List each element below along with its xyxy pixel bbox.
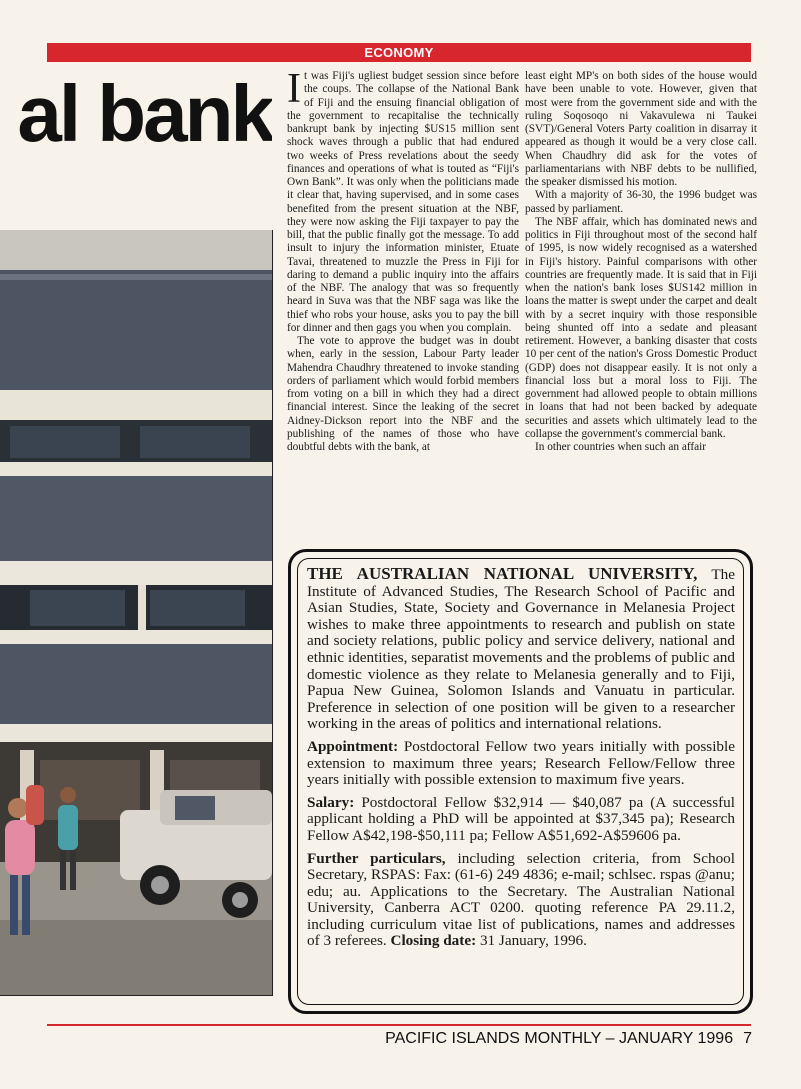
article-paragraph: The vote to approve the budget was in doubt when, early in the session, Labour Party leader Mahendra Chaudhry threatened to invoke standing orders of parliament which would forbid members from voting on a bill in which they had a direct financial interest. Since the leaking of the secret Aidney-Dickson report into the NBF and the publishing of the names of those who have doubtful debts with the bank, at bbox=[287, 335, 519, 453]
article-paragraph: The NBF affair, which has dominated news and politics in Fiji throughout most of the second half of 1995, is now widely recognised as a watershed in Fiji's history. Painful comparisons with other countries are frequently made. It is said that in Fiji when the nation's bank loses $US142 million in loans the matter is swept under the carpet and dealt with by a secret inquiry with those responsible being shunted off into a sedate and pleasant retirement. However, a banking disaster that costs 10 per cent of the nation's Gross Domestic Product (GDP) does not disappear easily. It is not only a financial loss but a moral loss to Fiji. The government had allowed people to obtain millions in loans that had not been backed by adequate securities and assets which ultimately lead to the collapse the government's commercial bank. bbox=[525, 215, 757, 440]
article-paragraph: It was Fiji's ugliest budget session since before the coups. The collapse of the National Bank of Fiji and the ensuing financial obligation of the government to recapitalise the technically bankrupt bank by injecting $US15 million sent shock waves through a public that had endured two weeks of Press revelations about the seedy finances and operations of what is touted as “Fiji's Own Bank”. It was only when the politicians made it clear that, having supervised, and in some cases benefited from the present situation at the NBF, they were now asking the Fiji taxpayer to pay the bill, that the public finally got the message. To add insult to injury the information minister, Etuate Tavai, threatened to muzzle the Press in Fiji for daring to demand a public inquiry into the affairs of the NBF. The analogy that was so frequently heard in Suva was that the NBF saga was like the thief who robs your house, asks you to pay the bill for dinner and then gags you when you complain. bbox=[287, 70, 519, 334]
page-number: 7 bbox=[743, 1030, 752, 1047]
article-column-2 bbox=[525, 70, 757, 550]
page-footer bbox=[340, 1030, 752, 1048]
university-name: THE AUSTRALIAN NATIONAL UNIVERSITY, bbox=[307, 564, 698, 583]
article-paragraph: least eight MP's on both sides of the house would have been unable to vote. However, given that most were from the government side and with the ruling Soqosoqo ni Vakavulewa ni Taukei (SVT)/General Voters Party coalition in disarray it appeared as though it would be a very close call. When Chaudhry did ask for the votes of parliamentarians with NBF debts to be nullified, the speaker dismissed his motion. bbox=[525, 70, 757, 188]
headline: al bank bbox=[17, 69, 272, 158]
job-advertisement bbox=[288, 549, 753, 1014]
ad-intro: THE AUSTRALIAN NATIONAL UNIVERSITY, The Institute of Advanced Studies, The Research School of Pacific and Asian Studies, State, Society and Governance in Melanesia Project wishes to make three appointments to research and publish on state and society relations, public policy and service delivery, national and ethnic identities, separatist movements and the problems of public and domestic violence as they relate to Melanesia generally and to Fiji, Papua New Guinea, Solomon Islands and Vanuatu in particular. Preference in selection of one position will be given to a researcher working in the areas of politics and international relations. bbox=[307, 564, 735, 733]
footer-rule bbox=[47, 1024, 751, 1026]
section-label: ECONOMY bbox=[364, 45, 434, 60]
closing-date-label: Closing date: bbox=[390, 932, 477, 950]
drop-cap: I bbox=[287, 70, 301, 112]
job-advertisement-body bbox=[297, 558, 744, 1005]
article-paragraph: In other countries when such an affair bbox=[535, 441, 707, 453]
ad-salary: Salary: Postdoctoral Fellow $32,914 — $40,087 pa (A successful applicant holding a PhD will be appointed at $37,345 pa); Research Fellow A$42,198-$50,111 pa; Fellow A$51,692-A$59606 pa. bbox=[307, 793, 735, 844]
closing-date: 31 January, 1996. bbox=[476, 932, 587, 950]
publication-name: PACIFIC ISLANDS MONTHLY – JANUARY 1996 bbox=[385, 1030, 734, 1047]
article-column-1 bbox=[287, 70, 519, 550]
ad-appointment: Appointment: Postdoctoral Fellow two years initially with possible extension to maximum three years; Research Fellow/Fellow three years initially with possible extension to maximum five years. bbox=[307, 737, 735, 789]
article-photo bbox=[0, 230, 273, 996]
article-paragraph: With a majority of 36-30, the 1996 budget was passed by parliament. bbox=[525, 189, 757, 215]
ad-further-particulars: Further particulars, including selection criteria, from School Secretary, RSPAS: Fax: (61-6) 249 4836; e-mail; schlsec. rspas @anu; edu; au. Applications to the Secretary. The Australian National University, Canberra ACT 0200. quoting reference PA 29.11.2, including curriculum vitae list of publications, names and addresses of 3 referees. Closing date: 31 January, 1996. bbox=[307, 849, 735, 950]
